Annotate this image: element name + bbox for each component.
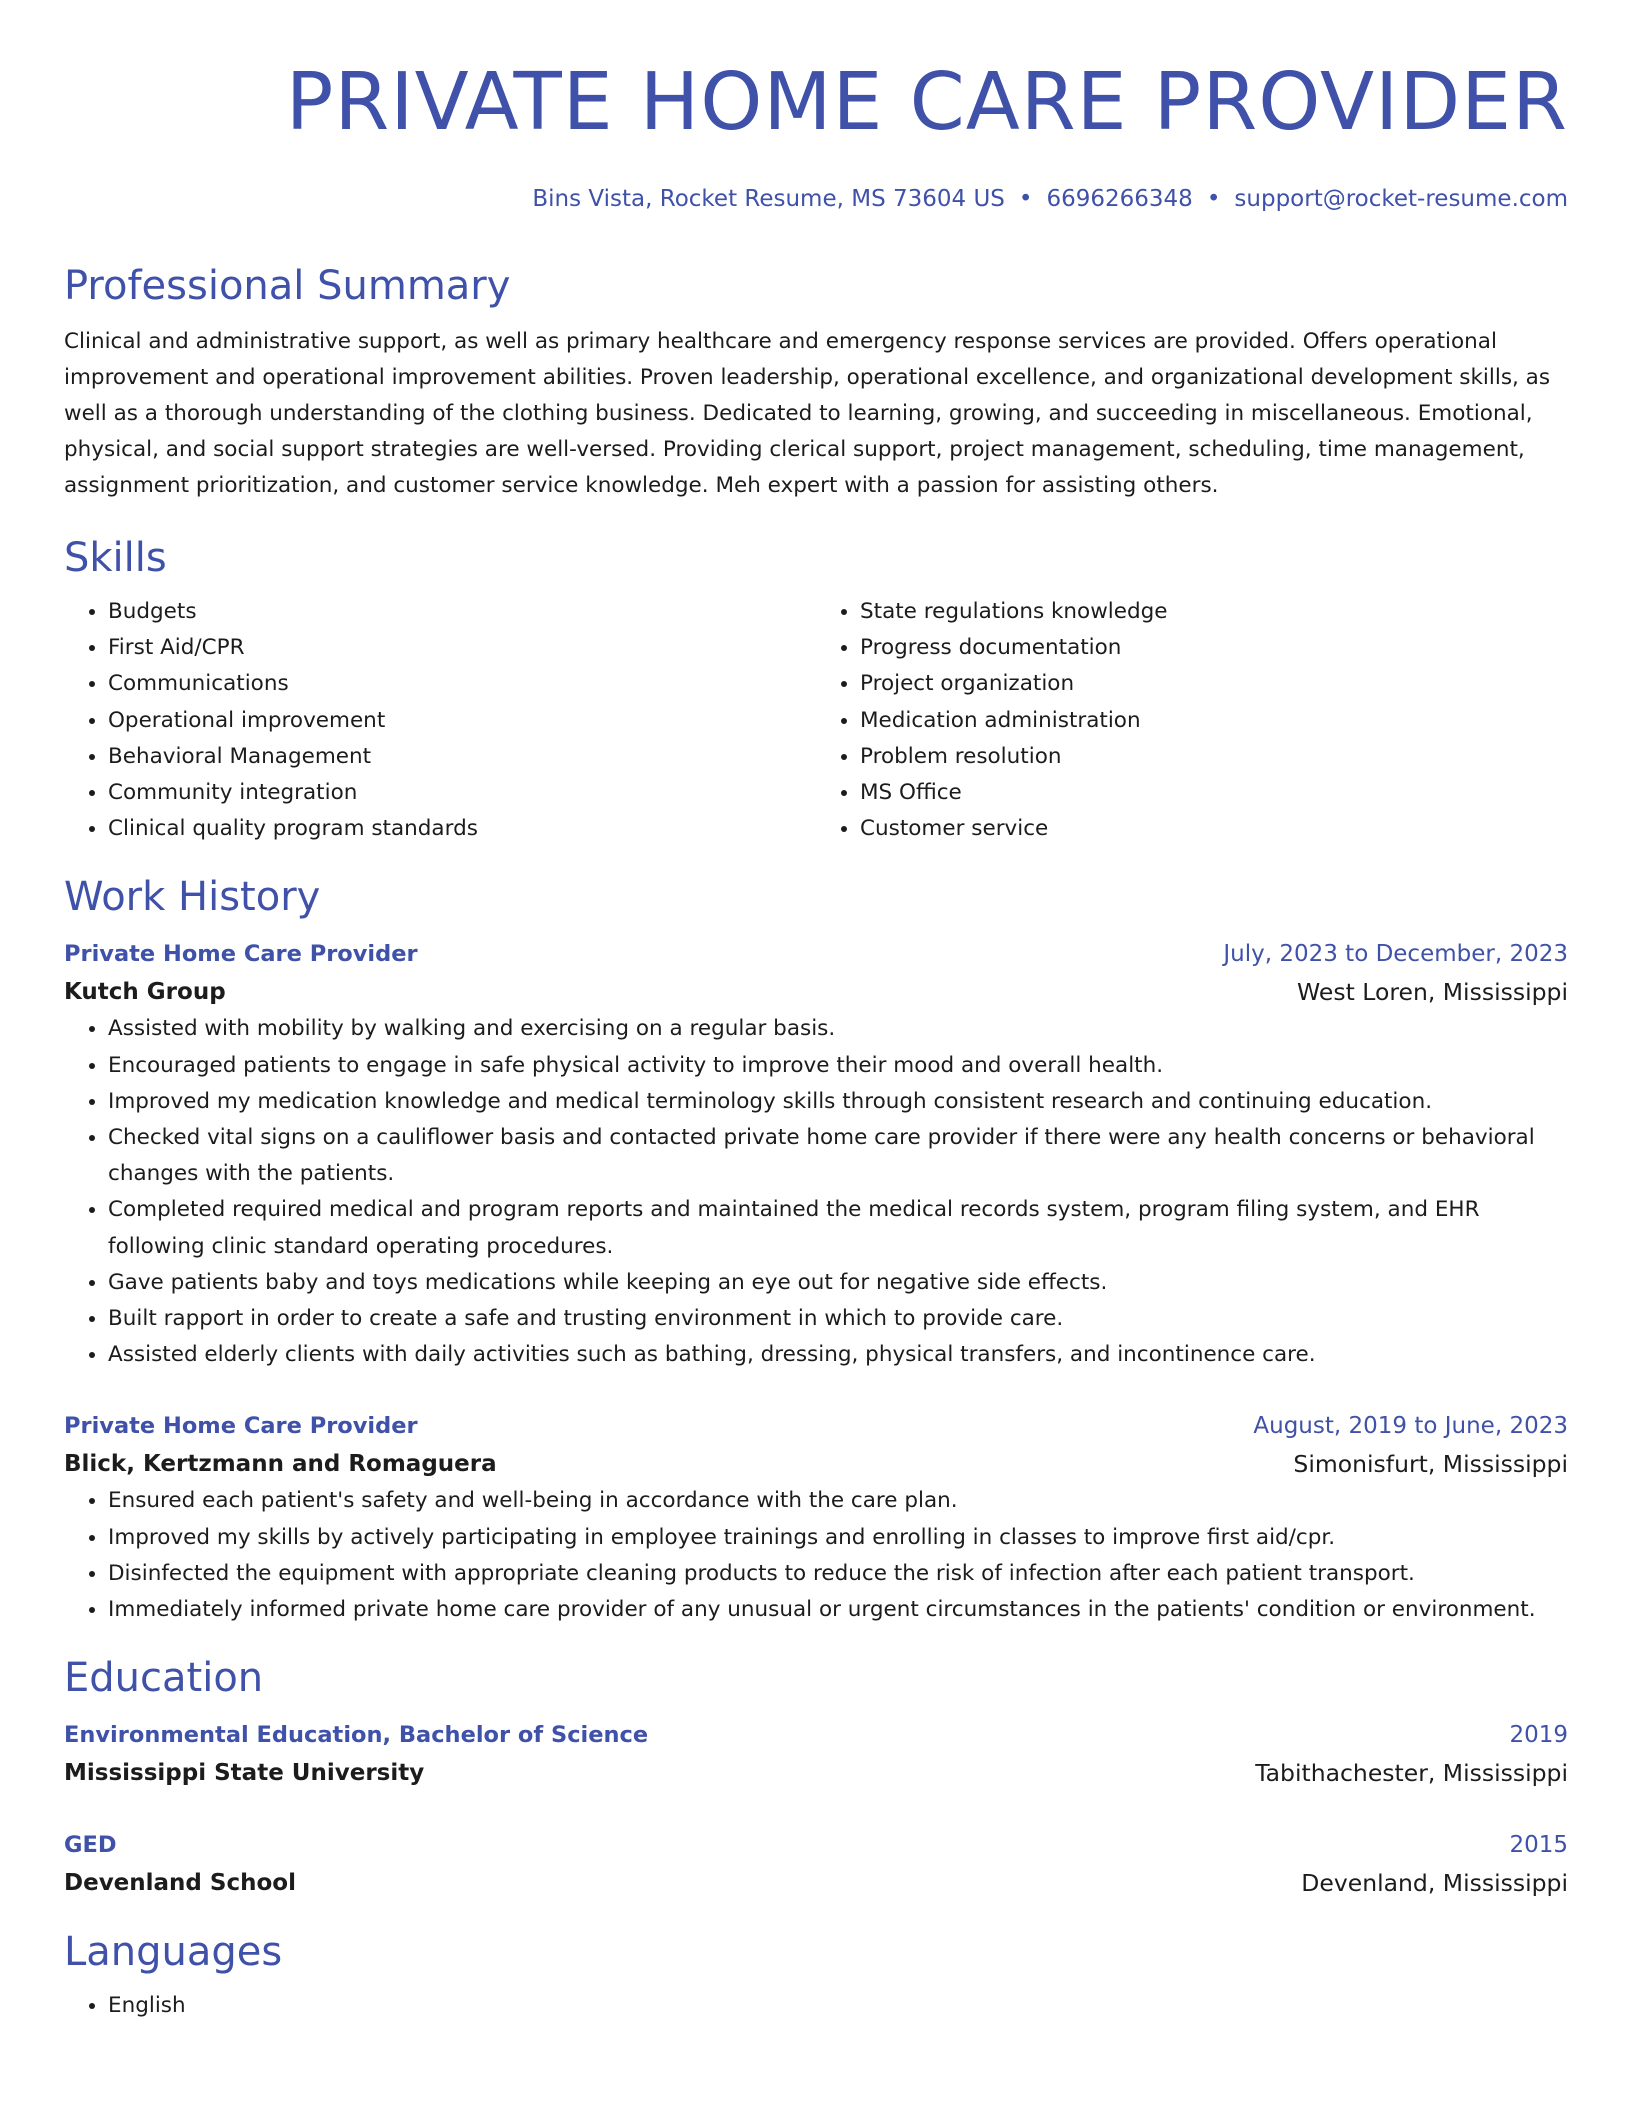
work-history-section <box>64 873 1568 1628</box>
education-location: Devenland, Mississippi <box>1301 1869 1568 1898</box>
job-header <box>64 1407 1568 1445</box>
education-year: 2019 <box>1509 1722 1568 1749</box>
job-subheader <box>64 973 1568 1011</box>
job-bullet: • Built rapport in order to create a safe and trusting environment in which to provide care. <box>108 1301 1568 1337</box>
skill-item: • Behavioral Management <box>108 739 816 775</box>
skill-item: • Problem resolution <box>860 739 1568 775</box>
job-company: Kutch Group <box>64 979 226 1006</box>
skills-columns <box>64 594 1568 847</box>
contact-phone: 6696266348 <box>1046 186 1193 212</box>
job-bullet: • Improved my medication knowledge and medical terminology skills through consistent research and continuing education. <box>108 1084 1568 1120</box>
education-school: Devenland School <box>64 1870 296 1897</box>
skill-item: • First Aid/CPR <box>108 630 816 666</box>
summary-text: Clinical and administrative support, as well as primary healthcare and emergency response services are provided. Offers operational improvement and operational improvement abilities. Proven leadership, operational excellence, and organizational development skills, as well as a thorough understanding of the clothing business. Dedicated to learning, growing, and succeeding in miscellaneous. Emotional, physical, and social support strategies are well-versed. Providing clerical support, project management, scheduling, time management, assignment prioritization, and customer service knowledge. Meh expert with a passion for assisting others. <box>64 329 1551 498</box>
job-dates: August, 2019 to June, 2023 <box>1253 1413 1568 1440</box>
skill-item: • Medication administration <box>860 703 1568 739</box>
skill-item: • Community integration <box>108 775 816 811</box>
job-title: Private Home Care Provider <box>64 1413 418 1440</box>
job-subheader <box>64 1445 1568 1483</box>
job-bullets <box>64 1483 1568 1628</box>
languages-heading: Languages <box>64 1929 283 1976</box>
job-location: West Loren, Mississippi <box>1297 978 1568 1007</box>
languages-section <box>64 1928 1568 2024</box>
job-bullet: • Assisted elderly clients with daily activities such as bathing, dressing, physical transfers, and incontinence care. <box>108 1337 1568 1373</box>
skill-item: • Clinical quality program standards <box>108 811 816 847</box>
education-header <box>64 1716 1568 1754</box>
job-bullet: • Ensured each patient's safety and well-being in accordance with the care plan. <box>108 1483 1568 1519</box>
languages-list <box>64 1988 1568 2024</box>
contact-line <box>64 184 1568 214</box>
education-year: 2015 <box>1509 1832 1568 1859</box>
education-entry <box>64 1826 1568 1902</box>
job-dates: July, 2023 to December, 2023 <box>1223 941 1568 968</box>
skill-item: • Communications <box>108 666 816 702</box>
skills-heading: Skills <box>64 535 167 581</box>
job-entry <box>64 1407 1568 1628</box>
job-entry <box>64 935 1568 1373</box>
education-entry <box>64 1716 1568 1792</box>
education-heading: Education <box>64 1655 264 1702</box>
job-header <box>64 935 1568 973</box>
job-bullet: • Gave patients baby and toys medications while keeping an eye out for negative side effects. <box>108 1265 1568 1301</box>
job-bullet: • Encouraged patients to engage in safe physical activity to improve their mood and overall health. <box>108 1048 1568 1084</box>
education-subheader <box>64 1864 1568 1902</box>
education-school: Mississippi State University <box>64 1760 425 1787</box>
candidate-name: PRIVATE HOME CARE PROVIDER <box>285 56 1568 148</box>
job-bullet: • Assisted with mobility by walking and exercising on a regular basis. <box>108 1011 1568 1047</box>
contact-email[interactable]: support@rocket-resume.com <box>1234 186 1568 212</box>
education-degree: GED <box>64 1832 117 1859</box>
education-location: Tabithachester, Mississippi <box>1255 1759 1568 1788</box>
education-subheader <box>64 1754 1568 1792</box>
summary-section <box>64 262 1568 504</box>
job-location: Simonisfurt, Mississippi <box>1293 1450 1568 1479</box>
job-bullet: • Completed required medical and program reports and maintained the medical records system, program filing system, and EHR following clinic standard operating procedures. <box>108 1192 1568 1264</box>
skill-item: • Project organization <box>860 666 1568 702</box>
job-bullet: • Checked vital signs on a cauliflower basis and contacted private home care provider if there were any health concerns or behavioral changes with the patients. <box>108 1120 1568 1192</box>
skills-list-left <box>64 594 816 847</box>
skill-item: • Operational improvement <box>108 703 816 739</box>
education-degree: Environmental Education, Bachelor of Science <box>64 1722 649 1749</box>
job-bullet: • Improved my skills by actively participating in employee trainings and enrolling in classes to improve first aid/cpr. <box>108 1520 1568 1556</box>
work-history-heading: Work History <box>64 874 321 921</box>
job-company: Blick, Kertzmann and Romaguera <box>64 1451 497 1478</box>
summary-heading: Professional Summary <box>64 263 511 309</box>
skills-section <box>64 534 1568 847</box>
contact-separator: • <box>1206 186 1221 212</box>
contact-address: Bins Vista, Rocket Resume, MS 73604 US <box>532 186 1005 212</box>
skill-item: • State regulations knowledge <box>860 594 1568 630</box>
education-header <box>64 1826 1568 1864</box>
skills-list-right <box>816 594 1568 847</box>
contact-separator: • <box>1018 186 1033 212</box>
job-bullets <box>64 1011 1568 1373</box>
education-section <box>64 1654 1568 1902</box>
skill-item: • Budgets <box>108 594 816 630</box>
skill-item: • MS Office <box>860 775 1568 811</box>
job-bullet: • Immediately informed private home care provider of any unusual or urgent circumstances in the patients' condition or environment. <box>108 1592 1568 1628</box>
job-title: Private Home Care Provider <box>64 941 418 968</box>
skill-item: • Progress documentation <box>860 630 1568 666</box>
job-bullet: • Disinfected the equipment with appropriate cleaning products to reduce the risk of infection after each patient transport. <box>108 1556 1568 1592</box>
language-item: • English <box>108 1988 1568 2024</box>
skill-item: • Customer service <box>860 811 1568 847</box>
